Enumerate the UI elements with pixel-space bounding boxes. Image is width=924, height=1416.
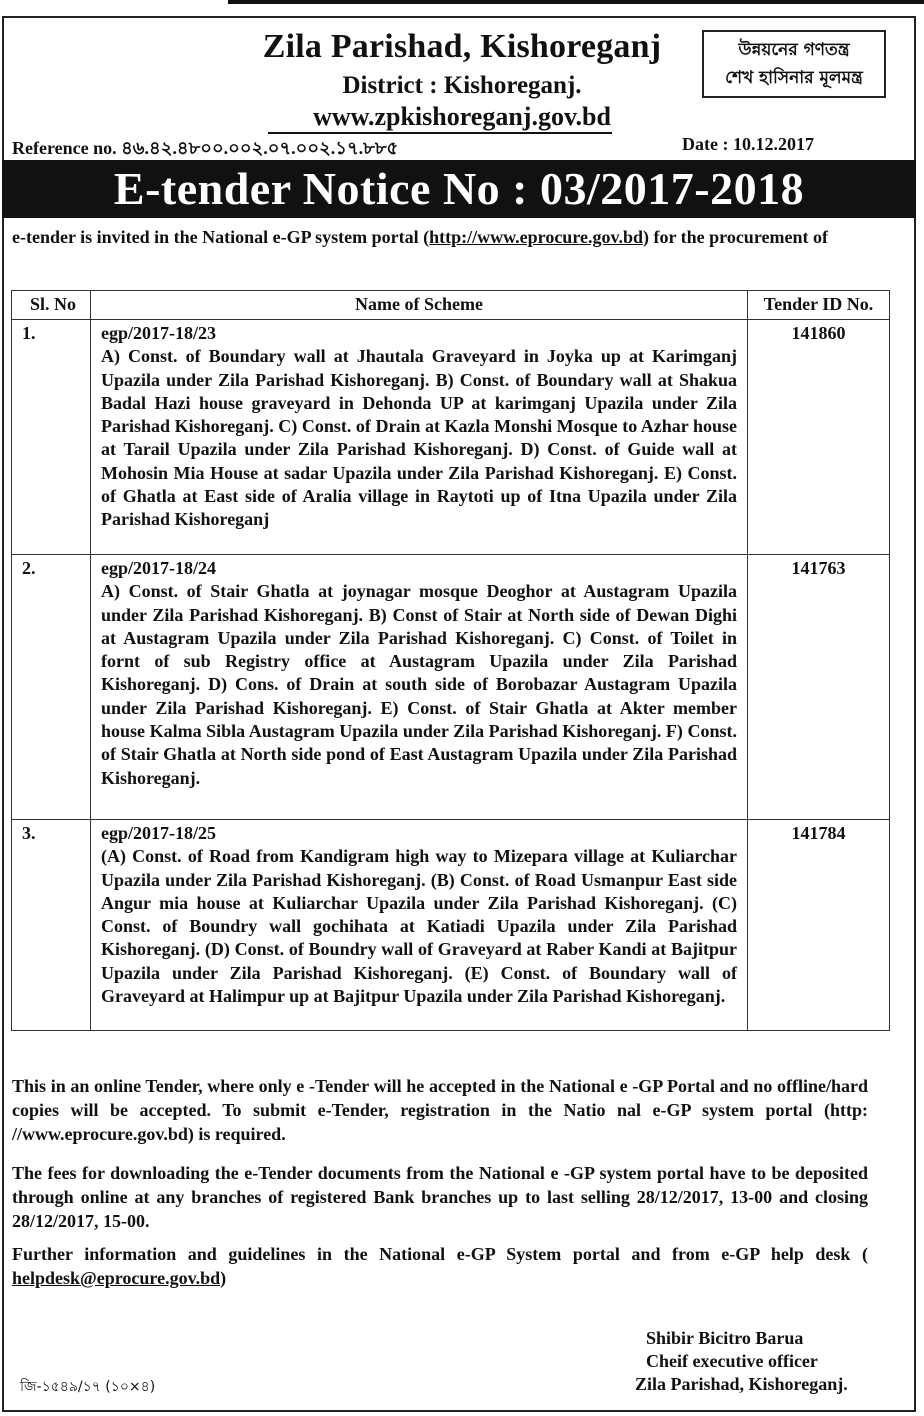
row-sl: 1. — [12, 320, 91, 555]
info-after: ) — [220, 1268, 227, 1288]
row-sl: 3. — [12, 820, 91, 1031]
table-header-row — [12, 291, 890, 320]
header-tender-id: Tender ID No. — [748, 291, 890, 320]
intro-after: ) for the procurement of — [643, 227, 828, 247]
signatory-office: Zila Parishad, Kishoreganj. — [635, 1374, 848, 1394]
row-scheme — [91, 820, 748, 1031]
info-before: Further information and guidelines in the National e-GP System portal and from e-GP help desk ( — [12, 1244, 868, 1264]
intro-text — [12, 225, 869, 249]
slogan-line-1: উন্নয়নের গণতন্ত্র — [738, 40, 850, 60]
scheme-code: egp/2017-18/23 — [101, 323, 216, 343]
slogan-line-2: শেখ হাসিনার মূলমন্ত্র — [725, 68, 863, 88]
header-sl: Sl. No — [12, 291, 91, 320]
top-rule — [228, 0, 924, 4]
scheme-code: egp/2017-18/25 — [101, 823, 216, 843]
eprocure-link[interactable]: http://www.eprocure.gov.bd — [429, 227, 643, 247]
table-row — [12, 320, 890, 555]
scheme-code: egp/2017-18/24 — [101, 558, 216, 578]
notice-date: Date : 10.12.2017 — [682, 134, 814, 154]
row-tender-id: 141860 — [748, 320, 890, 555]
scheme-table — [11, 290, 890, 1031]
reference-number: Reference no. ৪৬.৪২.৪৮০০.০০২.০৭.০০২.১৭.৮৮৫ — [12, 138, 399, 158]
intro-before: e-tender is invited in the National e-GP system portal ( — [12, 227, 430, 247]
slogan-box — [702, 30, 886, 98]
district-line: District : Kishoreganj. — [342, 72, 582, 99]
scheme-description: A) Const. of Stair Ghatla at joynagar mosque Deoghor at Austagram Upazila under Zila Parishad Kishoreganj. B) Const of Stair at North side of Dewan Dighi at Austagram Upazila under Zila Parishad Kishoreganj. C) Const. of Toilet in fornt of sub Registry office at Austagram Upazila under Zila Parishad Kishoreganj. D) Cons. of Drain at south side of Borobazar Austagram Upazila under Zila Parishad Kishoreganj. E) Const. of Stair Ghatla at Akter member house Kalma Sibla Austagram Upazila under Zila Parishad Kishoreganj. F) Const. of Stair Ghatla at North side pond of East Austagram Upazila under Zila Parishad Kishoreganj. — [101, 581, 737, 788]
online-tender-paragraph: This in an online Tender, where only e -Tender will he accepted in the National e -GP Portal and no offline/hard copies will be accepted. To submit e-Tender, registration in the Natio nal e-GP system portal (http: //www.eprocure.gov.bd) is required. — [12, 1076, 868, 1144]
website-url: www.zpkishoreganj.gov.bd — [313, 102, 611, 131]
table-row — [12, 555, 890, 820]
notice-banner: E-tender Notice No : 03/2017-2018 — [2, 160, 916, 218]
scheme-description: (A) Const. of Road from Kandigram high way to Mizepara village at Kuliarchar Upazila under Zila Parishad Kishoreganj. (B) Const. of Road Usmanpur East side Angur mia house at Kuliarchar Upazila under Zila Parishad Kishoreganj. (C) Const. of Boundry wall gochihata at Katiadi Upazila under Zila Parishad Kishoreganj. (D) Const. of Boundry wall of Graveyard at Raber Kandi at Bajitpur Upazila under Zila Parishad Kishoreganj. (E) Const. of Boundary wall of Graveyard at Halimpur up at Bajitpur Upazila under Zila Parishad Kishoreganj. — [101, 846, 737, 1007]
header-name: Name of Scheme — [91, 291, 748, 320]
org-name: Zila Parishad, Kishoreganj — [262, 28, 662, 65]
row-scheme — [91, 320, 748, 555]
row-scheme — [91, 555, 748, 820]
fees-paragraph: The fees for downloading the e-Tender documents from the National e -GP system portal have to be deposited through online at any branches of registered Bank branches up to last selling 28/12/2017, 13-00 and closing 28/12/2017, 15-00. — [12, 1163, 868, 1231]
table-row — [12, 820, 890, 1031]
row-sl: 2. — [12, 555, 91, 820]
helpdesk-email-link[interactable]: helpdesk@eprocure.gov.bd — [12, 1268, 221, 1288]
footer-code: জি-১৫৪৯/১৭ (১০×৪) — [20, 1379, 156, 1395]
signatory-title: Cheif executive officer — [646, 1351, 818, 1371]
info-paragraph — [12, 1242, 868, 1290]
signatory-name: Shibir Bicitro Barua — [646, 1328, 804, 1348]
row-tender-id: 141763 — [748, 555, 890, 820]
row-tender-id: 141784 — [748, 820, 890, 1031]
scheme-description: A) Const. of Boundary wall at Jhautala Graveyard in Joyka up at Karimganj Upazila under Zila Parishad Kishoreganj. B) Const. of Boundary wall at Shakua Badal Hazi house graveyard in Dehonda UP at karimganj Upazila under Zila Parishad Kishoreganj. C) Const. of Drain at Kazla Monshi Mosque to Azhar house at Tarail Upazila under Zila Parishad Kishoreganj. D) Const. of Guide wall at Mohosin Mia House at sadar Upazila under Zila Parishad Kishoreganj. E) Const. of Ghatla at East side of Aralia village in Raytoti up of Itna Upazila under Zila Parishad Kishoreganj — [101, 346, 737, 530]
